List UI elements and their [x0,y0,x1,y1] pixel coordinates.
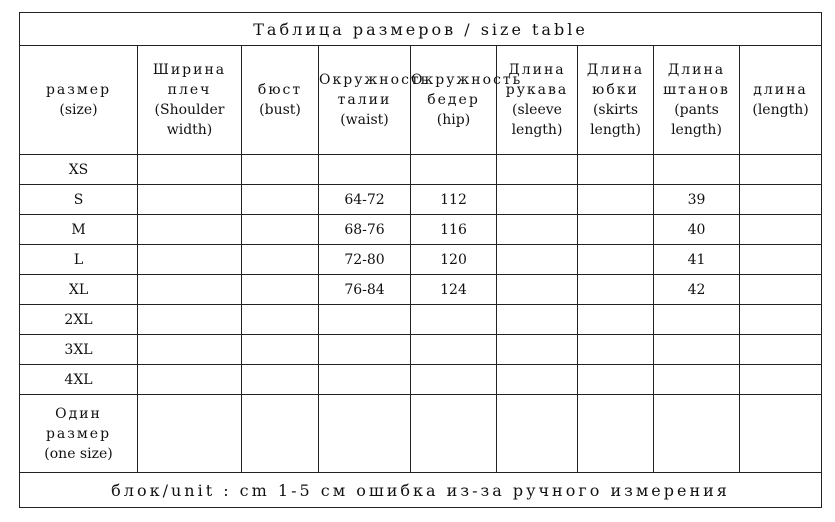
column-header [654,46,740,155]
table-cell-shoulder [138,155,242,185]
table-cell-hip: 120 [411,245,497,275]
column-header [740,46,822,155]
table-cell-hip [411,335,497,365]
table-cell-empty [578,395,654,473]
table-cell-length [740,275,822,305]
table-cell-bust [242,185,319,215]
table-cell-bust [242,215,319,245]
table-cell-waist: 72-80 [319,245,411,275]
table-cell-empty [319,395,411,473]
table-row [20,155,822,185]
table-cell-empty [740,395,822,473]
table-cell-waist [319,155,411,185]
table-cell-sleeve [497,335,578,365]
table-cell-pants: 39 [654,185,740,215]
table-cell-hip: 116 [411,215,497,245]
column-header [578,46,654,155]
table-title: Таблица размеров / size table [20,13,822,46]
column-header [411,46,523,155]
table-cell-hip [411,365,497,395]
table-cell-bust [242,335,319,365]
size-table [19,12,822,508]
column-header [497,46,578,155]
size-label-cell: XL [20,275,138,305]
table-cell-waist [319,305,411,335]
table-cell-waist [319,335,411,365]
table-cell-bust [242,155,319,185]
table-cell-sleeve [497,185,578,215]
one-size-label-en: (one size) [44,445,113,462]
table-cell-sleeve [497,215,578,245]
column-header-en: (pants length) [671,102,722,138]
size-label-cell: 3XL [20,335,138,365]
size-label-cell: M [20,215,138,245]
table-cell-bust [242,245,319,275]
table-row [20,215,822,245]
table-cell-pants [654,155,740,185]
table-cell-skirt [578,215,654,245]
table-cell-pants [654,335,740,365]
one-size-label-ru: Один размер [45,405,112,442]
size-label-cell: 2XL [20,305,138,335]
table-cell-empty [654,395,740,473]
table-cell-skirt [578,365,654,395]
table-cell-skirt [578,185,654,215]
table-cell-length [740,305,822,335]
table-cell-skirt [578,155,654,185]
table-cell-waist: 64-72 [319,185,411,215]
table-cell-hip: 124 [411,275,497,305]
table-cell-shoulder [138,245,242,275]
table-cell-bust [242,275,319,305]
table-cell-shoulder [138,215,242,245]
column-header-ru: длина [753,82,808,98]
table-cell-empty [242,395,319,473]
table-cell-empty [138,395,242,473]
table-cell-shoulder [138,335,242,365]
table-cell-shoulder [138,185,242,215]
table-cell-waist: 76-84 [319,275,411,305]
table-cell-pants [654,365,740,395]
table-cell-hip [411,155,497,185]
table-cell-shoulder [138,275,242,305]
table-cell-sleeve [497,305,578,335]
column-header-ru: бюст [257,82,303,98]
table-cell-pants: 40 [654,215,740,245]
table-cell-skirt [578,335,654,365]
table-cell-skirt [578,245,654,275]
table-cell-skirt [578,275,654,305]
size-label-cell: L [20,245,138,275]
table-cell-length [740,215,822,245]
column-header-ru: Окружность талии [319,72,431,108]
column-header-en: (sleeve length) [511,102,563,138]
column-header-en: (bust) [259,102,301,118]
table-cell-empty [411,395,497,473]
table-cell-waist: 68-76 [319,215,411,245]
table-cell-hip [411,305,497,335]
column-header-ru: Длина рукава [505,62,569,98]
column-header [20,46,138,155]
table-cell-shoulder [138,365,242,395]
size-table-container [19,12,821,508]
table-cell-length [740,365,822,395]
table-row [20,335,822,365]
size-label-cell: S [20,185,138,215]
table-cell-length [740,335,822,365]
table-cell-bust [242,305,319,335]
column-header-en: (hip) [436,112,471,128]
one-size-label-cell [20,395,138,473]
column-header-en: (skirts length) [590,102,641,138]
size-label-cell: 4XL [20,365,138,395]
column-header-ru: Длина штанов [663,62,730,98]
column-header [319,46,431,155]
table-cell-skirt [578,305,654,335]
footer-row [20,473,822,508]
column-header-ru: Длина юбки [586,62,645,98]
column-header-en: (size) [59,102,98,118]
table-cell-length [740,155,822,185]
table-cell-empty [497,395,578,473]
table-cell-pants: 42 [654,275,740,305]
column-header-en: (length) [752,102,809,118]
column-header-en: (Shoulder width) [154,102,225,138]
table-cell-pants [654,305,740,335]
table-cell-sleeve [497,245,578,275]
header-row [20,46,822,155]
column-header-ru: Ширина плеч [152,62,227,98]
table-cell-pants: 41 [654,245,740,275]
table-cell-sleeve [497,365,578,395]
table-row-one-size [20,395,822,473]
table-row [20,305,822,335]
column-header [138,46,242,155]
column-header [242,46,319,155]
table-row [20,245,822,275]
table-cell-sleeve [497,275,578,305]
column-header-ru: Окружность бедер [411,72,523,108]
table-cell-hip: 112 [411,185,497,215]
table-cell-length [740,245,822,275]
column-header-en: (waist) [340,112,389,128]
table-row [20,185,822,215]
table-cell-length [740,185,822,215]
table-cell-bust [242,365,319,395]
table-row [20,365,822,395]
table-cell-shoulder [138,305,242,335]
column-header-ru: размер [45,82,112,98]
size-label-cell: XS [20,155,138,185]
table-row [20,275,822,305]
table-cell-waist [319,365,411,395]
table-cell-sleeve [497,155,578,185]
table-footer-note: блок/unit : cm 1-5 см ошибка из-за ручного измерения [20,473,822,508]
